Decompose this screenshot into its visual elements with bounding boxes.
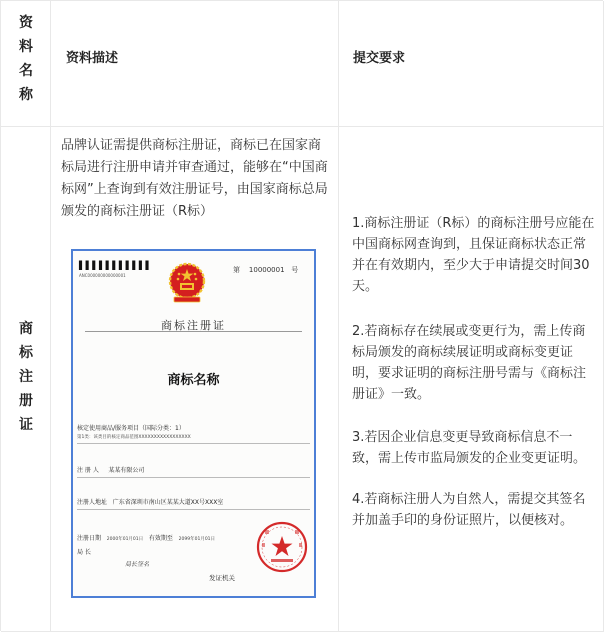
certificate-barcode-text: ANC000000000000001 [79, 273, 126, 278]
header-char: 称 [19, 87, 33, 103]
header-char: 料 [19, 39, 33, 55]
requirement-2: 2.若商标存在续展或变更行为，需上传商标局颁发的商标续展证明或商标变更证明，要求证明的商标注册号需与《商标注册证》一致。 [352, 324, 587, 402]
certificate-rule [77, 477, 310, 478]
registrant-label: 注 册 人 [77, 467, 99, 474]
certificate-number-label: 第 [233, 266, 240, 274]
valid-until-label: 有效期至 [148, 535, 173, 542]
certificate-title-rule [85, 331, 302, 332]
certificate-goods-label: 核定使用商品/服务项目（国际分类：1） [77, 425, 185, 432]
certificate-rule [77, 509, 310, 510]
name-char: 册 [19, 393, 33, 409]
reg-date-label: 注册日期 [77, 535, 102, 542]
header-submission-requirements: 提交要求 [353, 51, 406, 66]
certificate-registrant [77, 465, 144, 474]
material-description-text: 品牌认证需提供商标注册证，商标已在国家商标局进行注册申请并审查通过，能够在“中国商标网”上查询到有效注册证号，由国家商标总局颁发的商标注册证（R标） [61, 138, 328, 219]
certificate-number [233, 265, 298, 275]
certificate-trademark-name: 商标名称 [167, 373, 220, 388]
requirement-4: 4.若商标注册人为自然人，需提交其签名并加盖手印的身份证照片，以便核对。 [352, 492, 586, 528]
certificate-goods-detail: 第1类：该类目的核定商品范围XXXXXXXXXXXXXXXXX [77, 435, 191, 440]
certificate-number-value: 10000001 [248, 266, 285, 274]
trademark-certificate-image [71, 249, 316, 598]
official-seal-icon [256, 521, 308, 573]
valid-until-value: 2099年01月01日 [178, 537, 216, 542]
name-char: 商 [19, 321, 33, 337]
row-material-name [1, 317, 51, 437]
registrant-value: 某某有限公司 [108, 467, 145, 474]
header-char: 资 [19, 15, 33, 31]
header-material-description: 资料描述 [66, 51, 119, 66]
certificate-rule [77, 443, 310, 444]
director-signature: 局长签名 [125, 561, 150, 568]
name-char: 标 [19, 345, 33, 361]
header-char: 名 [19, 63, 33, 79]
address-value: 广东省深圳市南山区某某大道XX号XXX室 [112, 499, 224, 506]
address-label: 注册人地址 [77, 499, 108, 506]
certificate-director-label: 局 长 [77, 549, 91, 556]
reg-date-value: 2000年01月01日 [106, 537, 144, 542]
issuing-authority: 发证机关 [209, 574, 235, 582]
certificate-title: 商标注册证 [161, 319, 226, 332]
certificate-number-suffix: 号 [291, 266, 299, 274]
certificate-address [77, 497, 223, 506]
national-emblem-icon [166, 261, 208, 305]
name-char: 证 [19, 417, 33, 433]
name-char: 注 [19, 369, 33, 385]
header-material-name [1, 11, 51, 107]
certificate-barcode: ▌▌▌▌▌▌▌▌▌▌▌ [79, 261, 153, 270]
requirement-3: 3.若因企业信息变更导致商标信息不一致，需上传市监局颁发的企业变更证明。 [352, 430, 587, 466]
requirement-1: 1.商标注册证（R标）的商标注册号应能在中国商标网查询到，且保证商标状态正常并在有效期内，至少大于申请提交时间30天。 [352, 216, 595, 294]
certificate-dates [77, 533, 215, 542]
